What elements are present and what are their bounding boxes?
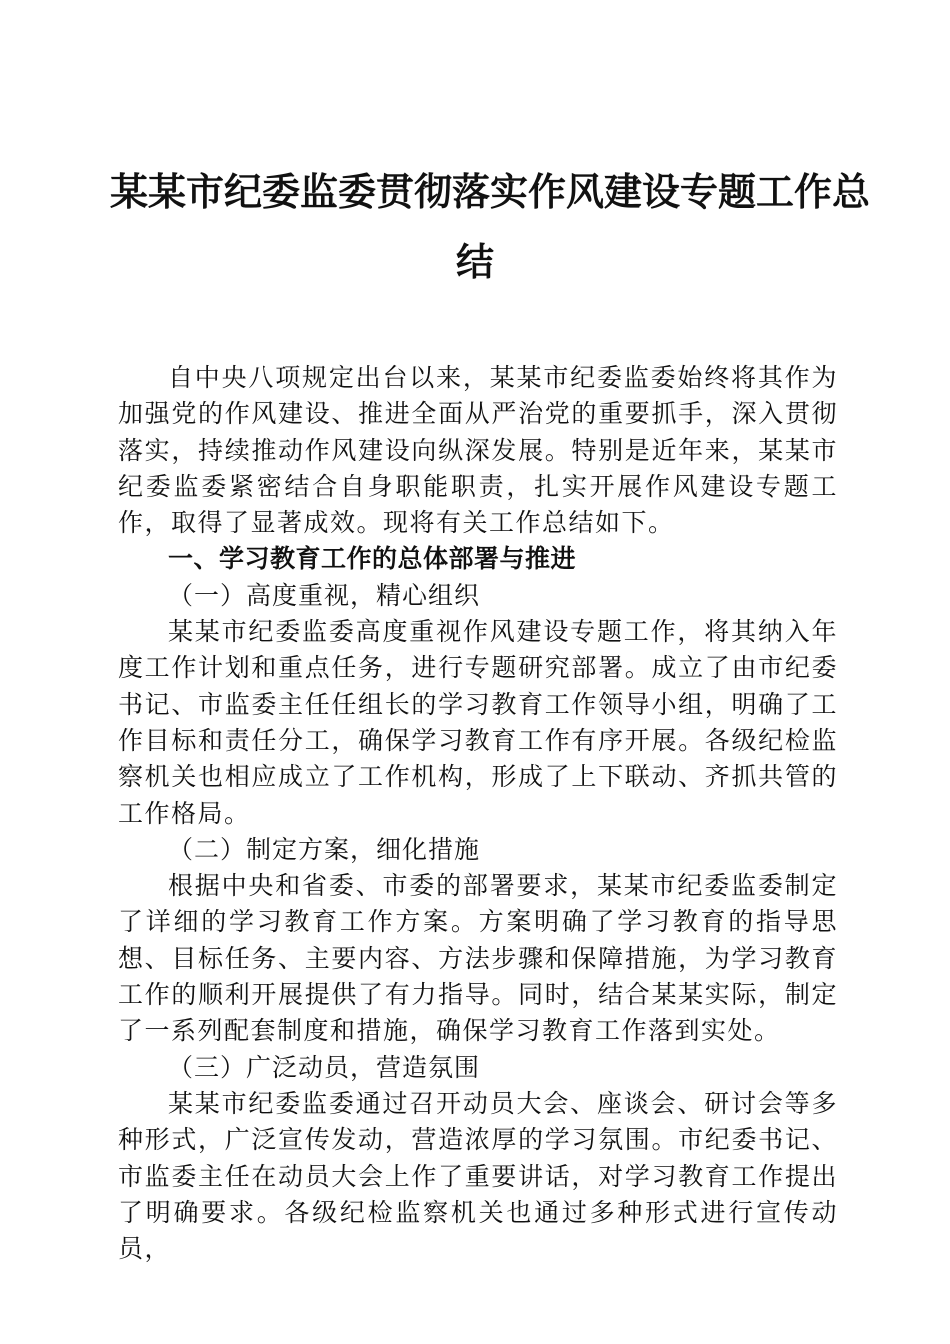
- document-title-line-2: 结: [455, 240, 494, 284]
- document-body: [118, 360, 838, 1267]
- subsection-3-paragraph: 某某市纪委监委通过召开动员大会、座谈会、研讨会等多种形式，广泛宣传发动，营造浓厚的学习氛围。市纪委书记、市监委主任在动员大会上作了重要讲话，对学习教育工作提出了明确要求。各级纪检监察机关也通过多种形式进行宣传动员，: [118, 1088, 838, 1264]
- section-1-heading: 一、学习教育工作的总体部署与推进: [168, 544, 577, 574]
- document-title-line-1: 某某市纪委监委贯彻落实作风建设专题工作总: [110, 170, 871, 214]
- intro-paragraph: 自中央八项规定出台以来，某某市纪委监委始终将其作为加强党的作风建设、推进全面从严治党的重要抓手，深入贯彻落实，持续推动作风建设向纵深发展。特别是近年来，某某市纪委监委紧密结合自身职能职责，扎实开展作风建设专题工作，取得了显著成效。现将有关工作总结如下。: [118, 363, 838, 538]
- subsection-1-paragraph: 某某市纪委监委高度重视作风建设专题工作，将其纳入年度工作计划和重点任务，进行专题研究部署。成立了由市纪委书记、市监委主任任组长的学习教育工作领导小组，明确了工作目标和责任分工，确保学习教育工作有序开展。各级纪检监察机关也相应成立了工作机构，形成了上下联动、齐抓共管的工作格局。: [118, 617, 838, 828]
- subsection-1-heading: （一）高度重视，精心组织: [168, 580, 481, 610]
- subsection-2-heading: （二）制定方案，细化措施: [168, 834, 481, 864]
- subsection-2-paragraph: 根据中央和省委、市委的部署要求，某某市纪委监委制定了详细的学习教育工作方案。方案明确了学习教育的指导思想、目标任务、主要内容、方法步骤和保障措施，为学习教育工作的顺利开展提供了有力指导。同时，结合某某实际，制定了一系列配套制度和措施，确保学习教育工作落到实处。: [118, 871, 838, 1046]
- subsection-3-heading: （三）广泛动员，营造氛围: [168, 1052, 481, 1082]
